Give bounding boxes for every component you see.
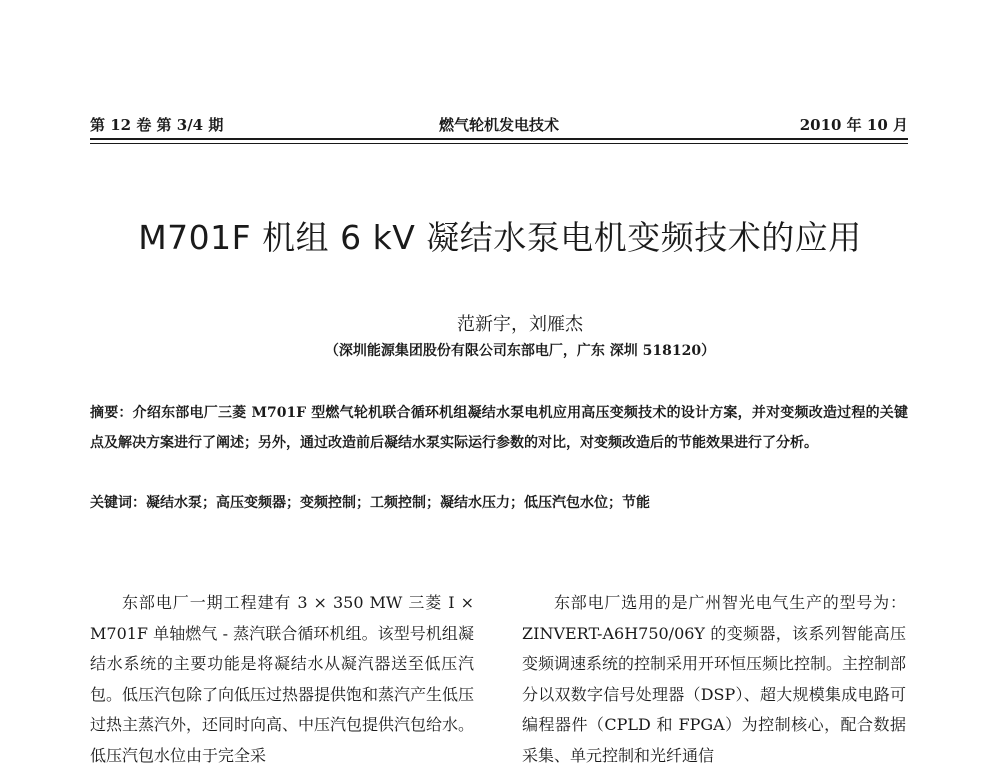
abstract-text: 介绍东部电厂三菱 M701F 型燃气轮机联合循环机组凝结水泵电机应用高压变频技术的设计方案，并对变频改造过程的关键点及解决方案进行了阐述；另外，通过改造前后凝结水泵实际运行参数的对比，对变频改造后的节能效果进行了分析。 xyxy=(90,405,909,451)
abstract xyxy=(90,398,908,458)
journal-name: 燃气轮机发电技术 xyxy=(438,116,559,134)
affiliation: （深圳能源集团股份有限公司东部电厂，广东 深圳 518120） xyxy=(324,343,716,359)
keywords-label: 关键词： xyxy=(90,495,146,511)
paper-title: M701F 机组 6 kV 凝结水泵电机变频技术的应用 xyxy=(138,218,862,257)
running-header xyxy=(90,114,908,136)
body-column-left: 东部电厂一期工程建有 3 × 350 MW 三菱 I × M701F 单轴燃气 - 蒸汽联合循环机组。该型号机组凝结水系统的主要功能是将凝结水从凝汽器送至低压汽包。低压汽包除了向低压过热器提供饱和蒸汽产生低压过热主蒸汽外，还同时向高、中压汽包提供汽包给水。低压汽包水位由于完全采 xyxy=(90,593,475,765)
publication-date: 2010 年 10 月 xyxy=(799,116,908,134)
authors: 范新宇，刘雁杰 xyxy=(457,314,583,335)
volume-issue: 第 12 卷 第 3/4 期 xyxy=(90,116,224,134)
abstract-label: 摘要： xyxy=(90,405,133,421)
keywords xyxy=(90,488,908,518)
header-rule-thick xyxy=(90,138,908,140)
keywords-text: 凝结水泵；高压变频器；变频控制；工频控制；凝结水压力；低压汽包水位；节能 xyxy=(146,495,650,511)
header-rule-thin xyxy=(90,143,908,144)
body-column-right: 东部电厂选用的是广州智光电气生产的型号为：ZINVERT-A6H750/06Y 的变频器，该系列智能高压变频调速系统的控制采用开环恒压频比控制。主控制部分以双数字信号处理器（DSP）、超大规模集成电路可编程器件（CPLD 和 FPGA）为控制核心，配合数据采集、单元控制和光纤通信 xyxy=(522,593,907,765)
